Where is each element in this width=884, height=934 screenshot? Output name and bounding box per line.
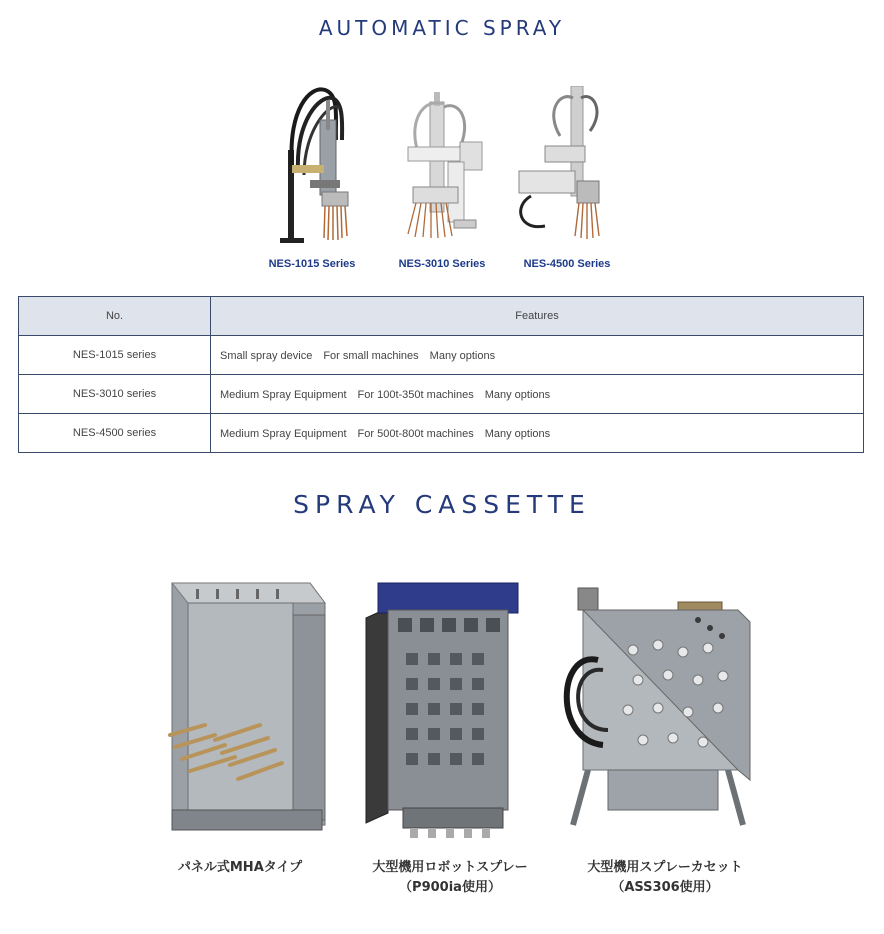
- cassette-caption-line2: （P900ia使用）: [399, 880, 501, 895]
- row-features: Medium Spray Equipment For 500t-800t machines Many options: [211, 414, 864, 453]
- cassette-caption-line1: 大型機用スプレーカセット: [587, 860, 743, 875]
- cassette-caption: [150, 858, 330, 878]
- cassette-robot-image: [358, 578, 528, 840]
- header-features: Features: [211, 297, 864, 336]
- features-table: [18, 296, 864, 453]
- row-features: Medium Spray Equipment For 100t-350t machines Many options: [211, 375, 864, 414]
- automatic-spray-title: AUTOMATIC SPRAY: [318, 16, 566, 40]
- cassette-caption: [570, 858, 760, 898]
- table-row: [19, 336, 864, 375]
- nes-3010-image: [398, 92, 490, 242]
- nes-1015-image: [270, 80, 360, 245]
- row-features: Small spray device For small machines Many options: [211, 336, 864, 375]
- cassette-caption-line2: （ASS306使用）: [611, 880, 719, 895]
- row-no: NES-3010 series: [19, 375, 211, 414]
- cassette-ass306-image: [558, 580, 758, 842]
- machine-caption: NES-4500 Series: [523, 258, 611, 270]
- cassette-caption-line1: 大型機用ロボットスプレー: [372, 860, 528, 875]
- cassette-caption-line1: パネル式MHAタイプ: [177, 860, 303, 875]
- row-no: NES-1015 series: [19, 336, 211, 375]
- table-header-row: [19, 297, 864, 336]
- row-no: NES-4500 series: [19, 414, 211, 453]
- cassette-mha-image: [160, 575, 330, 840]
- table-row: [19, 414, 864, 453]
- table-row: [19, 375, 864, 414]
- machine-caption: NES-1015 Series: [268, 258, 356, 270]
- machine-caption: NES-3010 Series: [398, 258, 486, 270]
- cassette-caption: [355, 858, 545, 898]
- nes-4500-image: [515, 86, 615, 246]
- spray-cassette-title: SPRAY CASSETTE: [293, 490, 591, 519]
- header-no: No.: [19, 297, 211, 336]
